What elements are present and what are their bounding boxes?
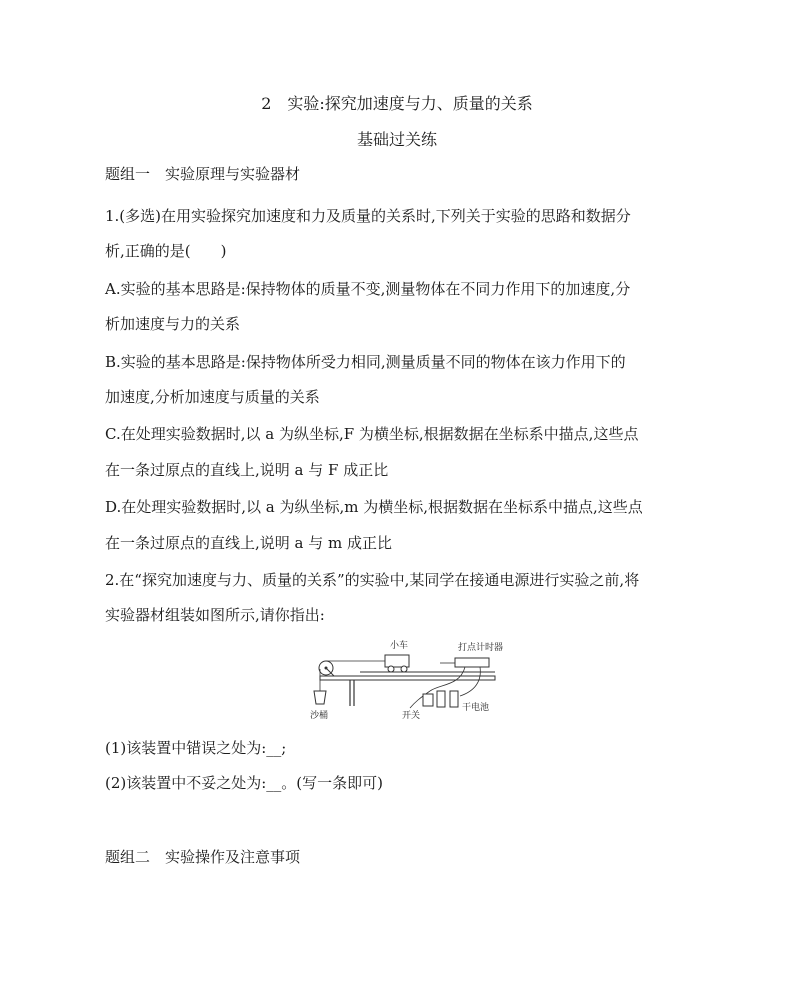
q1-option-c-line1: C.在处理实验数据时,以 a 为纵坐标,F 为横坐标,根据数据在坐标系中描点,这些点 xyxy=(105,425,639,443)
label-switch: 开关 xyxy=(402,711,421,721)
q2-sub1: (1)该装置中错误之处为:__; xyxy=(105,739,287,757)
page-title: 2 实验:探究加速度与力、质量的关系 xyxy=(261,94,533,113)
label-battery: 干电池 xyxy=(462,703,490,713)
group1-heading: 题组一 实验原理与实验器材 xyxy=(105,165,301,183)
q1-option-b-line1: B.实验的基本思路是:保持物体所受力相同,测量质量不同的物体在该力作用下的 xyxy=(105,353,626,371)
switch-icon xyxy=(423,694,433,706)
q2-stem-line1: 2.在“探究加速度与力、质量的关系”的实验中,某同学在接通电源进行实验之前,将 xyxy=(105,571,640,589)
q1-option-d-line1: D.在处理实验数据时,以 a 为纵坐标,m 为横坐标,根据数据在坐标系中描点,这些点 xyxy=(105,498,643,516)
wheel-icon xyxy=(388,666,394,672)
label-bucket: 沙桶 xyxy=(310,711,329,721)
q1-option-a-line2: 析加速度与力的关系 xyxy=(105,315,241,333)
cart-icon xyxy=(385,655,409,667)
label-car: 小车 xyxy=(390,641,409,651)
q1-stem-line1: 1.(多选)在用实验探究加速度和力及质量的关系时,下列关于实验的思路和数据分 xyxy=(105,207,631,225)
q2-sub2: (2)该装置中不妥之处为:__。(写一条即可) xyxy=(105,774,384,792)
group2-heading: 题组二 实验操作及注意事项 xyxy=(105,848,301,866)
q1-option-a-line1: A.实验的基本思路是:保持物体的质量不变,测量物体在不同力作用下的加速度,分 xyxy=(105,280,631,298)
q1-option-c-line2: 在一条过原点的直线上,说明 a 与 F 成正比 xyxy=(105,461,389,479)
label-timer: 打点计时器 xyxy=(458,643,504,653)
wheel-icon xyxy=(401,666,407,672)
section-subtitle: 基础过关练 xyxy=(356,130,437,149)
battery-icon xyxy=(437,691,445,707)
q1-stem-line2: 析,正确的是( ) xyxy=(105,242,227,260)
table-top xyxy=(320,676,495,680)
apparatus-figure xyxy=(290,636,510,726)
q2-stem-line2: 实验器材组装如图所示,请你指出: xyxy=(105,606,325,624)
q1-option-b-line2: 加速度,分析加速度与质量的关系 xyxy=(105,388,320,406)
q1-option-d-line2: 在一条过原点的直线上,说明 a 与 m 成正比 xyxy=(105,534,393,552)
apparatus-diagram xyxy=(290,636,510,726)
sand-bucket-icon xyxy=(314,691,326,704)
battery-icon xyxy=(450,691,458,707)
timer-icon xyxy=(455,658,489,667)
